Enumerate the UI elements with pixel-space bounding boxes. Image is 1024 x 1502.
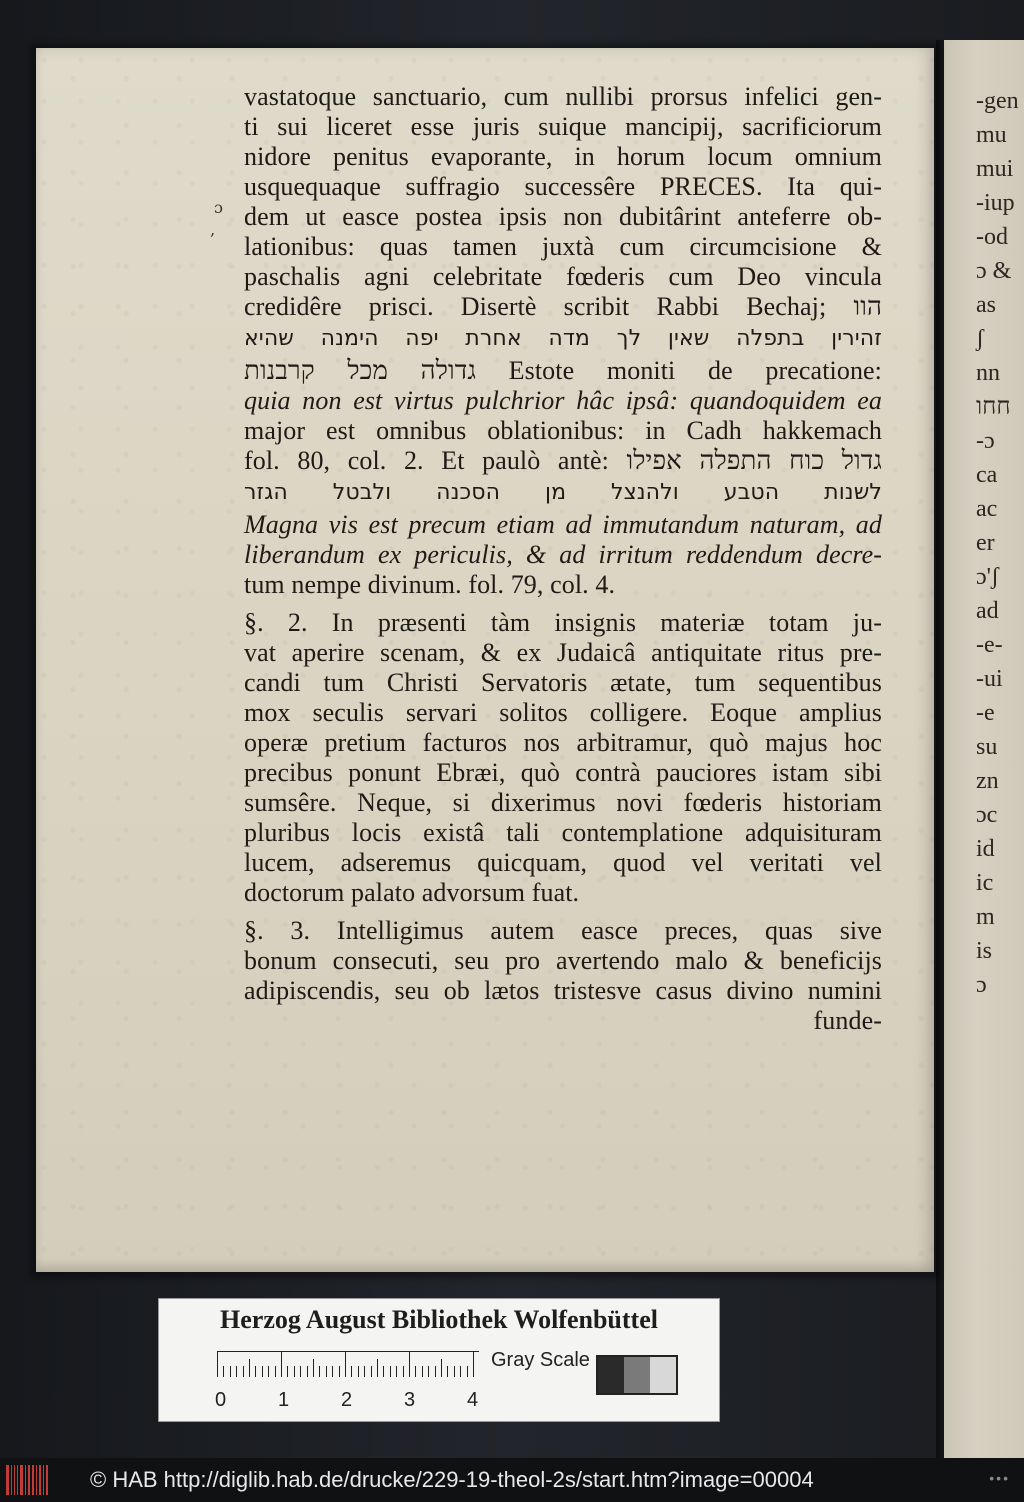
scale-ruler [217, 1351, 479, 1377]
ruler-tick [441, 1359, 442, 1377]
ruler-tick [364, 1366, 365, 1377]
text-line: §. 3. Intelligimus autem easce preces, quas sive [244, 916, 882, 945]
ruler-tick [332, 1366, 333, 1377]
text-line: ti sui liceret esse juris suique mancipij, sacrificiorum [244, 112, 882, 141]
facing-page-fragment: ɔ & [976, 258, 1012, 284]
text-line: fol. 80, col. 2. Et paulò antè: גדול כוח התפלה אפילו [244, 446, 882, 475]
facing-page-fragment: ɔ [976, 972, 987, 998]
facing-page-edge [944, 40, 1024, 1460]
ruler-tick [307, 1366, 308, 1377]
facing-page-fragment: חחו [976, 394, 1011, 420]
text-line: doctorum palato advorsum fuat. [244, 878, 580, 907]
ruler-tick [243, 1366, 244, 1377]
ruler-tick [358, 1366, 359, 1377]
text-line: mox seculis servari solitos colligere. Eoque amplius [244, 698, 882, 727]
text-line: quia non est virtus pulchrior hâc ipsâ: quandoquidem ea [244, 386, 882, 415]
ruler-tick [287, 1366, 288, 1377]
ruler-number: 2 [341, 1389, 353, 1411]
text-line: vastatoque sanctuario, cum nullibi prorsus infelici gen- [244, 82, 882, 111]
gray-scale-label: Gray Scale [491, 1349, 590, 1371]
gray-swatch [624, 1357, 650, 1393]
ruler-tick [390, 1366, 391, 1377]
facing-page-fragment: su [976, 734, 998, 760]
facing-page-fragment: ic [976, 870, 994, 896]
ruler-tick [339, 1366, 340, 1377]
ruler-tick [230, 1366, 231, 1377]
ruler-tick [262, 1366, 263, 1377]
facing-page-fragment: ʃ [976, 326, 984, 352]
text-line: nidore penitus evaporante, in horum locum omnium [244, 142, 882, 171]
more-dots-icon[interactable]: ••• [989, 1470, 1010, 1486]
text-line: precibus ponunt Ebræi, quò contrà pauciores istam sibi [244, 758, 882, 787]
gray-swatch [650, 1357, 676, 1393]
ruler-tick [403, 1366, 404, 1377]
ruler-tick [249, 1359, 250, 1377]
ruler-tick [396, 1366, 397, 1377]
facing-page-fragment: -e [976, 700, 995, 726]
library-label-card [158, 1298, 720, 1422]
facing-page-fragment: ɔ'ʃ [976, 564, 999, 590]
text-line: vat aperire scenam, & ex Judaicâ antiquitate ritus pre- [244, 638, 882, 667]
ruler-tick [313, 1359, 314, 1377]
text-line: לשנות הטבע ולהנצל מן הסכנה ולבטל הגזר [244, 480, 882, 505]
text-line: Magna vis est precum etiam ad immutandum naturam, ad [244, 510, 882, 539]
ruler-tick [351, 1366, 352, 1377]
ruler-number: 4 [467, 1389, 479, 1411]
library-title: Herzog August Bibliothek Wolfenbüttel [220, 1305, 658, 1334]
ruler-tick [236, 1366, 237, 1377]
ruler-number: 0 [215, 1389, 227, 1411]
ruler-tick [294, 1366, 295, 1377]
facing-page-fragment: -ui [976, 666, 1003, 692]
ruler-tick [447, 1366, 448, 1377]
facing-page-fragment: is [976, 938, 993, 964]
ruler-tick [300, 1366, 301, 1377]
facing-page-fragment: -iup [976, 190, 1015, 216]
ruler-tick [275, 1366, 276, 1377]
text-line: usquequaque suffragio successêre PRECES. Ita qui- [244, 172, 882, 201]
ruler-tick [454, 1366, 455, 1377]
facing-page-fragment: as [976, 292, 996, 318]
page-body-text [244, 82, 882, 1036]
ruler-tick [473, 1351, 474, 1377]
facing-page-fragment: m [976, 904, 995, 930]
facing-page-fragment: -e- [976, 632, 1003, 658]
ruler-tick [217, 1351, 218, 1377]
ruler-tick [268, 1366, 269, 1377]
ruler-tick [409, 1351, 410, 1377]
facing-page-fragment: ad [976, 598, 999, 624]
text-line: operæ pretium facturos nos arbitramur, quò majus hoc [244, 728, 882, 757]
text-line: pluribus locis existâ tali contemplatione adquisituram [244, 818, 882, 847]
text-line: lationibus: quas tamen juxtà cum circumcisione & [244, 232, 882, 261]
ruler-tick [326, 1366, 327, 1377]
text-line: bonum consecuti, seu pro avertendo malo & beneficijs [244, 946, 882, 975]
ruler-tick [345, 1351, 346, 1377]
ruler-tick [377, 1359, 378, 1377]
text-line: §. 2. In præsenti tàm insignis materiæ totam ju- [244, 608, 882, 637]
margin-mark: ‚ [210, 220, 216, 239]
ruler-tick [371, 1366, 372, 1377]
ruler-tick [428, 1366, 429, 1377]
facing-page-fragment: -od [976, 224, 1008, 250]
ruler-tick [415, 1366, 416, 1377]
ruler-number: 3 [404, 1389, 416, 1411]
margin-mark: ɔ [214, 198, 223, 217]
gray-swatch [598, 1357, 624, 1393]
facing-page-fragment: zn [976, 768, 999, 794]
barcode-icon[interactable] [6, 1465, 48, 1495]
text-line: lucem, adseremus quicquam, quod vel veritati vel [244, 848, 882, 877]
facing-page-fragment: mu [976, 122, 1007, 148]
ruler-number: 1 [278, 1389, 290, 1411]
text-line: dem ut easce postea ipsis non dubitârint anteferre ob- [244, 202, 882, 231]
facing-page-fragment: -gen [976, 88, 1019, 114]
ruler-tick [422, 1366, 423, 1377]
text-line: tum nempe divinum. fol. 79, col. 4. [244, 570, 616, 599]
text-line: funde- [813, 1006, 882, 1035]
text-line: liberandum ex periculis, & ad irritum reddendum decre- [244, 540, 882, 569]
gray-scale-swatches [596, 1355, 678, 1395]
text-line: זהירין בתפלה שאין לך מדה אחרת יפה הימנה שהיא [244, 326, 882, 351]
text-line: credidêre prisci. Disertè scribit Rabbi Bechaj; הוו [244, 292, 882, 321]
facing-page-fragment: -ɔ [976, 428, 995, 454]
ruler-tick [435, 1366, 436, 1377]
ruler-tick [223, 1366, 224, 1377]
text-line: major est omnibus oblationibus: in Cadh hakkemach [244, 416, 882, 445]
facing-page-fragment: mui [976, 156, 1014, 182]
facing-page-fragment: nn [976, 360, 1000, 386]
facing-page-fragment: ac [976, 496, 998, 522]
facing-page-fragment: er [976, 530, 995, 556]
text-line: paschalis agni celebritate fœderis cum Deo vincula [244, 262, 882, 291]
ruler-tick [467, 1366, 468, 1377]
facing-page-fragment: ɔc [976, 802, 998, 828]
ruler-tick [460, 1366, 461, 1377]
status-bar [0, 1458, 1024, 1502]
text-line: גדולה מכל קרבנות Estote moniti de precatione: [244, 356, 883, 385]
source-url-text[interactable]: © HAB http://diglib.hab.de/drucke/229-19-theol-2s/start.htm?image=00004 [90, 1467, 814, 1492]
text-line: adipiscendis, seu ob lætos tristesve casus divino numini [244, 976, 882, 1005]
text-line: candi tum Christi Servatoris ætate, tum sequentibus [244, 668, 882, 697]
ruler-tick [383, 1366, 384, 1377]
facing-page-fragment: id [976, 836, 995, 862]
ruler-tick [255, 1366, 256, 1377]
text-line: sumsêre. Neque, si dixerimus novi fœderis historiam [244, 788, 882, 817]
ruler-tick [319, 1366, 320, 1377]
ruler-tick [281, 1351, 282, 1377]
facing-page-fragment: ca [976, 462, 998, 488]
